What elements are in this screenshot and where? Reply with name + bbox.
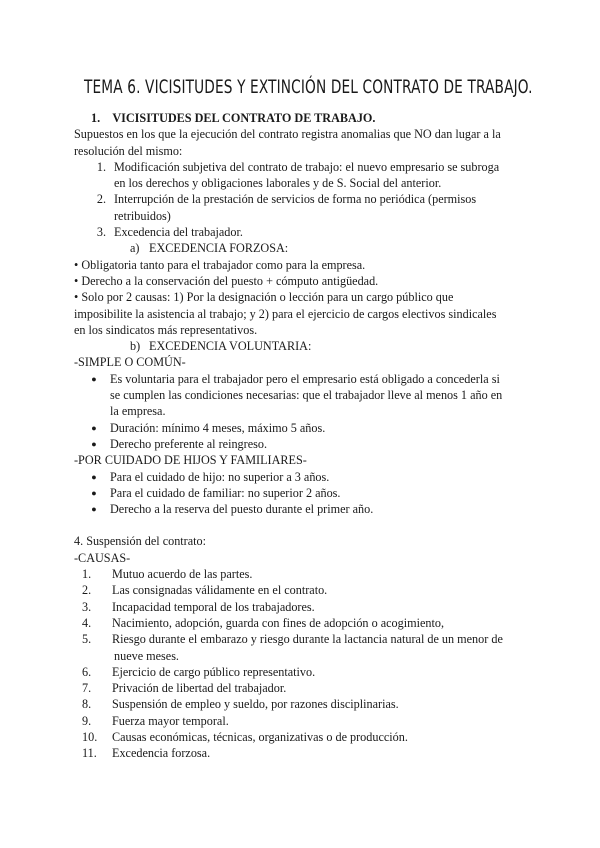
bullet-item — [74, 469, 532, 485]
intro-line: Supuestos en los que la ejecución del contrato registra anomalias que NO dan lugar a la — [74, 127, 501, 142]
bullet-continuation: se cumplen las condiciones necesarias: que el trabajador lleve al menos 1 año en — [110, 388, 503, 403]
forzosa-point: en los sindicatos más representativos. — [74, 322, 258, 337]
section4-heading: 4. Suspensión del contrato: — [74, 534, 207, 549]
forzosa-point: • Derecho a la conservación del puesto + cómputo antigüedad. — [74, 273, 379, 288]
causa-item — [74, 680, 532, 696]
simple-bullet-list — [74, 371, 532, 452]
causa-text: Riesgo durante el embarazo y riesgo durante la lactancia natural de un menor de — [112, 632, 503, 647]
causa-number: 8. — [82, 697, 92, 712]
forzosa-heading — [74, 240, 532, 256]
causa-number: 3. — [82, 599, 92, 614]
causas-heading: -CAUSAS- — [74, 550, 131, 565]
causa-item — [74, 582, 532, 598]
list-item-number: 3. — [96, 225, 106, 240]
bullet-text: Para el cuidado de hijo: no superior a 3 años. — [110, 469, 330, 484]
cuidado-heading: -POR CUIDADO DE HIJOS Y FAMILIARES- — [74, 453, 307, 468]
bullet-text: Derecho preferente al reingreso. — [110, 436, 267, 451]
causa-item — [74, 745, 532, 761]
list-item — [74, 191, 532, 207]
forzosa-label: EXCEDENCIA FORZOSA: — [149, 241, 289, 256]
causa-number: 2. — [82, 583, 92, 598]
bullet-text: Es voluntaria para el trabajador pero el empresario está obligado a concederla si — [110, 371, 500, 386]
causa-item — [74, 729, 532, 745]
list-item-continuation: retribuidos) — [114, 208, 171, 223]
causa-item — [74, 631, 532, 647]
forzosa-point: • Solo por 2 causas: 1) Por la designación o lección para un cargo público que — [74, 290, 454, 305]
bullet-icon: ● — [91, 504, 97, 515]
forzosa-points — [74, 257, 532, 338]
causa-text: Privación de libertad del trabajador. — [112, 681, 287, 696]
cuidado-bullet-list — [74, 469, 532, 518]
section1-list — [74, 159, 532, 240]
causa-text: Ejercicio de cargo público representativo. — [112, 664, 316, 679]
causa-number: 10. — [82, 729, 98, 744]
intro-line: resolución del mismo: — [74, 143, 183, 158]
document-body — [74, 110, 532, 762]
causa-text: Incapacidad temporal de los trabajadores. — [112, 599, 315, 614]
causa-number: 7. — [82, 681, 92, 696]
bullet-text: Derecho a la reserva del puesto durante el primer año. — [110, 502, 374, 517]
bullet-icon: ● — [91, 422, 97, 433]
voluntaria-letter: b) — [130, 339, 141, 354]
voluntaria-heading — [74, 338, 532, 354]
bullet-text: Para el cuidado de familiar: no superior 2 años. — [110, 485, 341, 500]
bullet-item — [74, 501, 532, 517]
causa-number: 4. — [82, 615, 92, 630]
causa-text: Suspensión de empleo y sueldo, por razones disciplinarias. — [112, 697, 399, 712]
forzosa-point: imposibilite la asistencia al trabajo; y 2) para el ejercicio de cargos electivos sindicales — [74, 306, 497, 321]
causa-item — [74, 713, 532, 729]
bullet-icon: ● — [91, 471, 97, 482]
causa-item — [74, 615, 532, 631]
causa-number: 11. — [82, 746, 97, 761]
causa-number: 5. — [82, 632, 92, 647]
causa-text: Fuerza mayor temporal. — [112, 713, 229, 728]
bullet-item — [74, 485, 532, 501]
bullet-item — [74, 420, 532, 436]
bullet-icon: ● — [91, 438, 97, 449]
causa-item — [74, 696, 532, 712]
list-item — [74, 159, 532, 175]
list-item-continuation: en los derechos y obligaciones laborales y de S. Social del anterior. — [114, 176, 442, 191]
list-item-number: 1. — [96, 159, 106, 174]
spacer — [74, 517, 532, 533]
causa-text: Las consignadas válidamente en el contrato. — [112, 583, 328, 598]
list-item-number: 2. — [96, 192, 106, 207]
causa-item — [74, 599, 532, 615]
causa-text: Causas económicas, técnicas, organizativas o de producción. — [112, 729, 408, 744]
causa-text: Excedencia forzosa. — [112, 746, 211, 761]
bullet-continuation: la empresa. — [110, 404, 166, 419]
list-item-text: Modificación subjetiva del contrato de trabajo: el nuevo empresario se subroga — [114, 159, 500, 174]
causa-number: 6. — [82, 664, 92, 679]
list-item — [74, 224, 532, 240]
bullet-text: Duración: mínimo 4 meses, máximo 5 años. — [110, 420, 326, 435]
causa-item — [74, 566, 532, 582]
section1-title: VICISITUDES DEL CONTRATO DE TRABAJO. — [112, 111, 376, 125]
bullet-icon: ● — [91, 373, 97, 384]
forzosa-letter: a) — [130, 241, 140, 256]
bullet-item — [74, 436, 532, 452]
simple-heading: -SIMPLE O COMÚN- — [74, 355, 186, 370]
section1-number: 1. — [91, 111, 101, 125]
section1-heading — [74, 110, 532, 126]
bullet-item — [74, 371, 532, 387]
list-item-text: Excedencia del trabajador. — [114, 225, 243, 240]
causa-text: Mutuo acuerdo de las partes. — [112, 567, 253, 582]
causa-number: 9. — [82, 713, 92, 728]
causa-continuation: nueve meses. — [114, 648, 179, 663]
causa-item — [74, 664, 532, 680]
causas-list — [74, 566, 532, 762]
causa-number: 1. — [82, 567, 92, 582]
bullet-icon: ● — [91, 487, 97, 498]
voluntaria-label: EXCEDENCIA VOLUNTARIA: — [149, 339, 312, 354]
forzosa-point: • Obligatoria tanto para el trabajador como para la empresa. — [74, 257, 366, 272]
list-item-text: Interrupción de la prestación de servicios de forma no periódica (permisos — [114, 192, 477, 207]
causa-text: Nacimiento, adopción, guarda con fines de adopción o acogimiento, — [112, 615, 445, 630]
page-title: TEMA 6. VICISITUDES Y EXTINCIÓN DEL CONTRATO DE TRABAJO. — [83, 76, 533, 98]
